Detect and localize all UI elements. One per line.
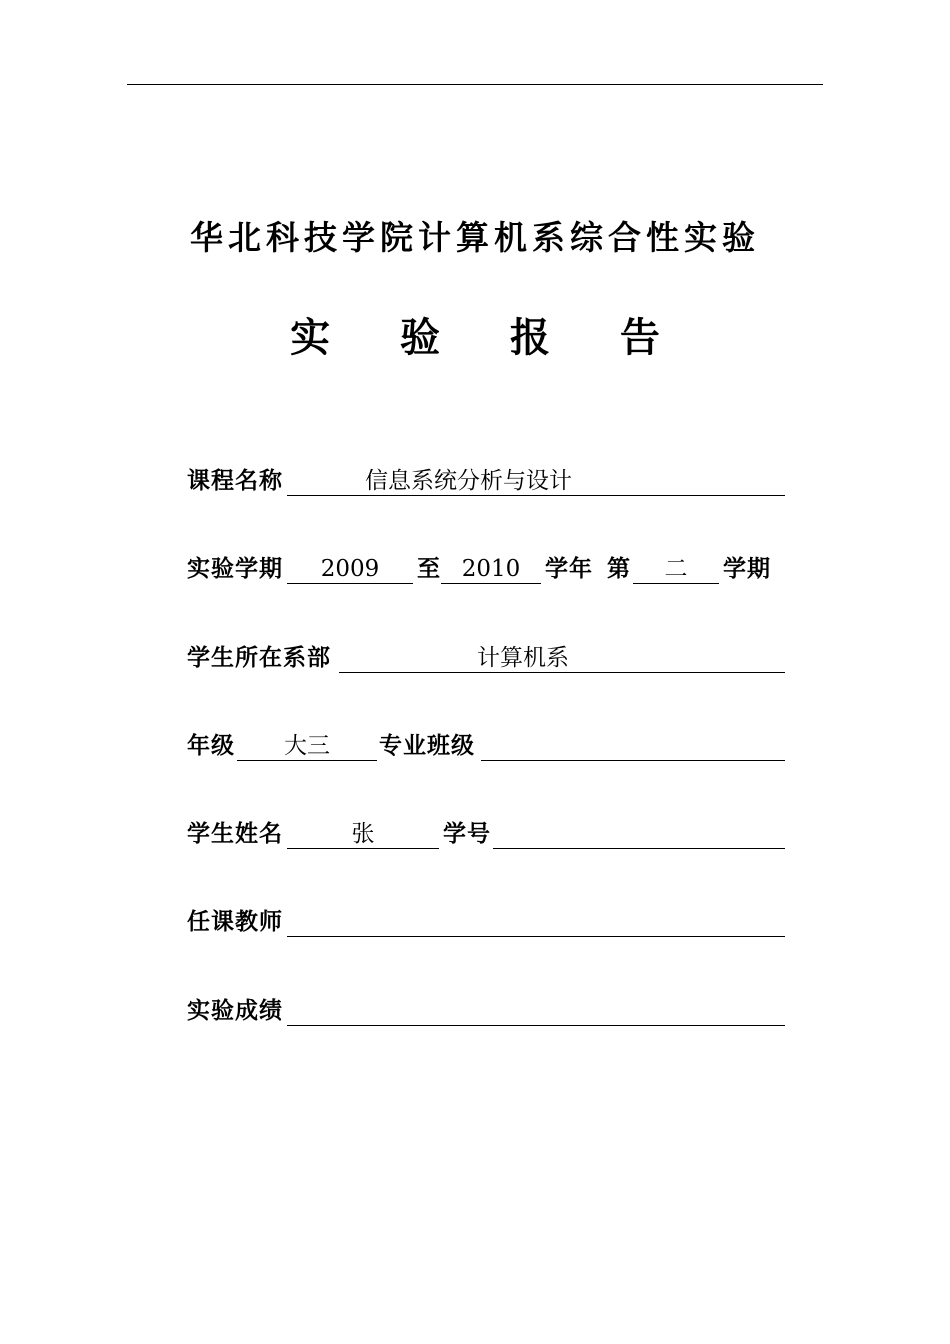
term-ordinal: 第 <box>607 555 631 582</box>
score-label: 实验成绩 <box>187 997 283 1024</box>
department-label: 学生所在系部 <box>187 644 331 671</box>
major-label: 专业班级 <box>379 732 475 759</box>
student-id-value <box>493 819 785 849</box>
student-name-value: 张 <box>287 819 439 849</box>
teacher-label: 任课教师 <box>187 908 283 935</box>
department-value: 计算机系 <box>339 643 785 673</box>
header-rule <box>127 84 823 85</box>
term-end-year: 2010 <box>441 554 541 584</box>
term-semester: 二 <box>633 554 719 584</box>
teacher-value <box>287 907 785 937</box>
grade-value: 大三 <box>237 731 377 761</box>
score-value <box>287 996 785 1026</box>
term-start-year: 2009 <box>287 554 413 584</box>
term-semester-suffix: 学期 <box>723 555 771 582</box>
course-label: 课程名称 <box>187 467 283 494</box>
institution-title: 华北科技学院计算机系综合性实验 <box>190 218 760 257</box>
student-name-label: 学生姓名 <box>187 820 283 847</box>
report-title: 实 验 报 告 <box>290 315 688 361</box>
course-value: 信息系统分析与设计 <box>287 466 785 496</box>
term-school-year: 学年 <box>545 555 593 582</box>
grade-label: 年级 <box>187 732 235 759</box>
term-to: 至 <box>417 555 441 582</box>
major-value <box>481 731 785 761</box>
term-label: 实验学期 <box>187 555 283 582</box>
student-id-label: 学号 <box>443 820 491 847</box>
